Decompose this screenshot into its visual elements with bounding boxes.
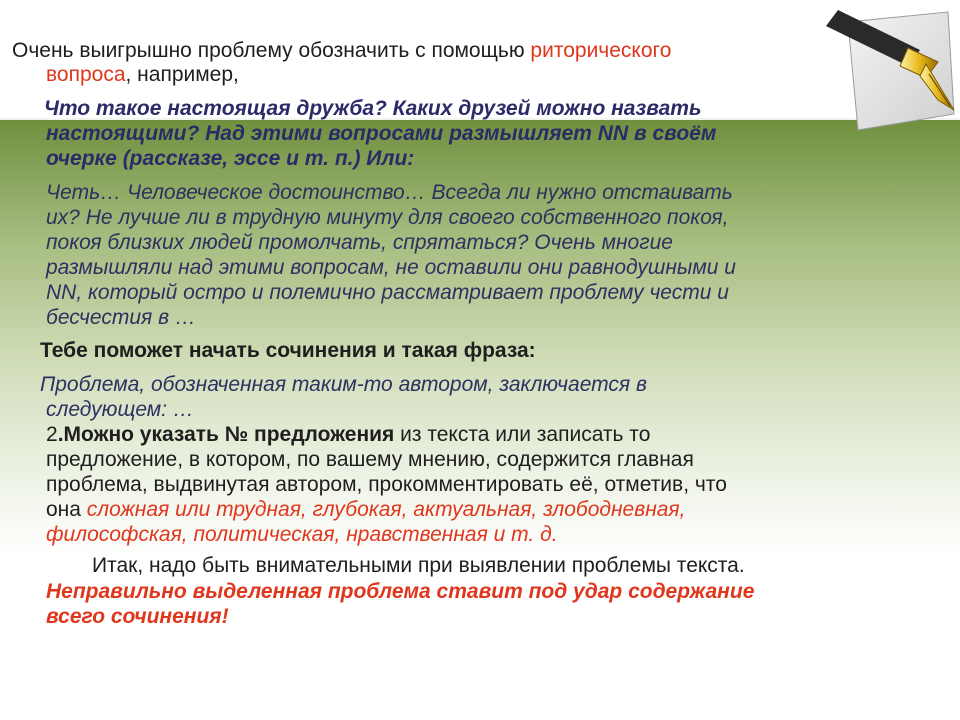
conclusion: Итак, надо быть внимательными при выявлении проблемы текста. <box>92 554 745 577</box>
example1-line-2: настоящими? Над этими вопросами размышляет NN в своём <box>46 122 717 145</box>
example2-line-2: их? Не лучше ли в трудную минуту для своего собственного покоя, <box>46 206 729 229</box>
example2-line-1: Четь… Человеческое достоинство… Всегда ли нужно отстаивать <box>46 181 733 204</box>
example1-line-1: Что такое настоящая дружба? Каких друзей можно назвать <box>44 97 702 120</box>
example2-line-6: бесчестия в … <box>46 306 196 329</box>
phrase-line-1: Проблема, обозначенная таким-то автором, заключается в <box>40 373 647 396</box>
intro-line-1: Очень выигрышно проблему обозначить с помощью риторического <box>12 39 672 62</box>
example2-line-5: NN, который остро и полемично рассматривает проблему чести и <box>46 281 729 304</box>
warning-line-1: Неправильно выделенная проблема ставит под удар содержание <box>46 580 755 603</box>
intro-line-2: вопроса, например, <box>46 63 239 86</box>
phrase-heading: Тебе поможет начать сочинения и такая фраза: <box>40 339 536 362</box>
fountain-pen-icon <box>808 4 958 139</box>
point2-line-3: проблема, выдвинутая автором, прокомментировать её, отметив, что <box>46 473 727 496</box>
point2-line-1: 2.Можно указать № предложения из текста или записать то <box>46 423 651 446</box>
warning-line-2: всего сочинения! <box>46 605 229 628</box>
example1-line-3: очерке (рассказе, эссе и т. п.) Или: <box>46 147 415 170</box>
point2-line-4: она сложная или трудная, глубокая, актуальная, злободневная, <box>46 498 686 521</box>
phrase-line-2: следующем: … <box>46 398 194 421</box>
example2-line-4: размышляли над этими вопросам, не оставили они равнодушными и <box>46 256 736 279</box>
example2-line-3: покоя близких людей промолчать, спрятаться? Очень многие <box>46 231 673 254</box>
point2-line-5: философская, политическая, нравственная и т. д. <box>46 523 558 546</box>
point2-line-2: предложение, в котором, по вашему мнению, содержится главная <box>46 448 694 471</box>
